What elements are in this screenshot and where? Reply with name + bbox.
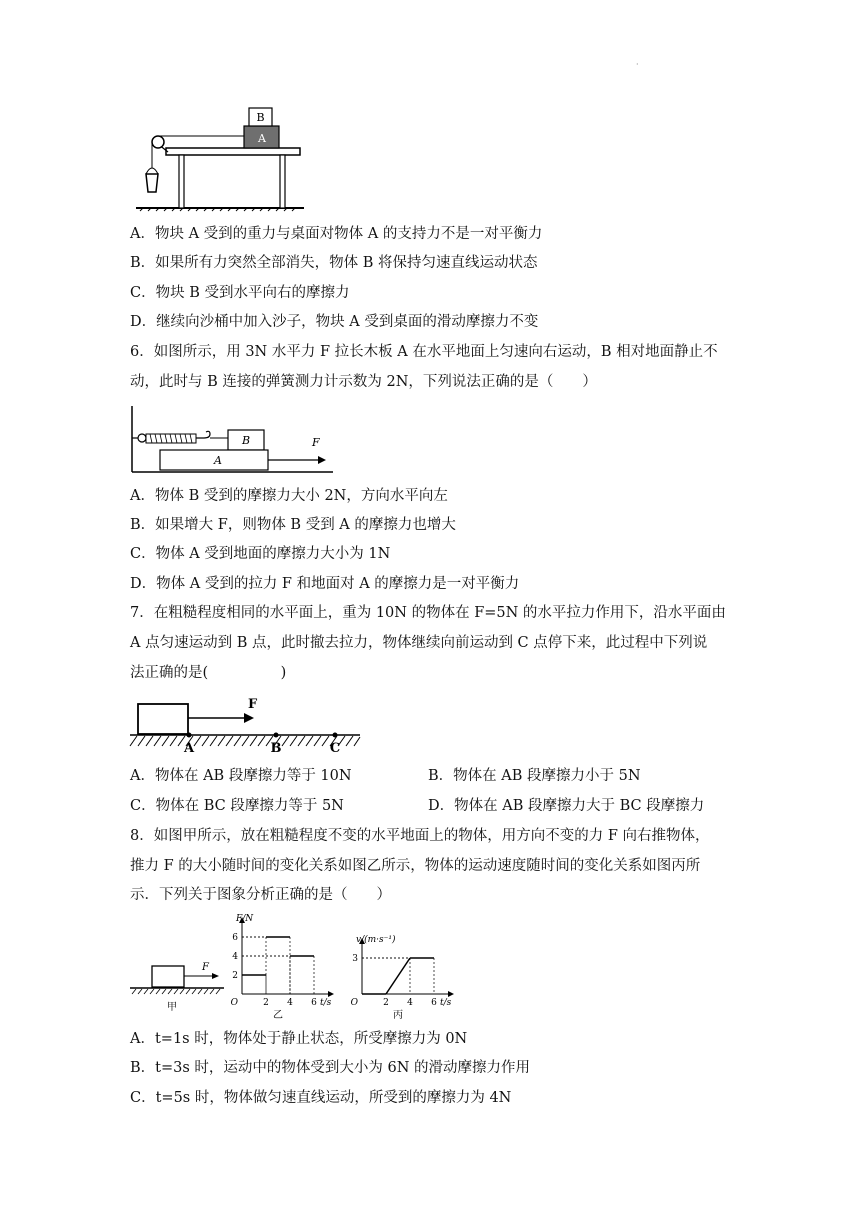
x-axis-label: t/s xyxy=(440,998,452,1008)
q7-stem-line-1: 7．在粗糙程度相同的水平面上，重为 10N 的物体在 F=5N 的水平拉力作用下，沿水平面由 xyxy=(130,605,726,621)
x-axis-arrow xyxy=(448,991,454,997)
q8-option-b[interactable]: B．t=3s 时，运动中的物体受到大小为 6N 的滑动摩擦力作用 xyxy=(130,1060,531,1076)
x-tick-label-0: 2 xyxy=(383,998,389,1008)
figure-block-abc xyxy=(128,694,364,756)
q5-option-b[interactable]: B．如果所有力突然全部消失，物体 B 将保持匀速直线运动状态 xyxy=(130,255,538,271)
q5-option-d[interactable]: D．继续向沙桶中加入沙子，物块 A 受到桌面的滑动摩擦力不变 xyxy=(130,314,539,330)
x-axis-arrow xyxy=(328,991,334,997)
x-tick-label-1: 4 xyxy=(287,998,293,1008)
figure-spring-scale xyxy=(128,404,338,474)
page-dot: · xyxy=(636,60,639,69)
q8-option-a[interactable]: A．t=1s 时，物体处于静止状态，所受摩擦力为 0N xyxy=(130,1031,468,1047)
q6-stem-line-2: 动，此时与 B 连接的弹簧测力计示数为 2N，下列说法正确的是（ ） xyxy=(130,374,597,390)
block-a-label: A xyxy=(258,132,266,145)
q8-option-c[interactable]: C．t=5s 时，物体做匀速直线运动，所受到的摩擦力为 4N xyxy=(130,1090,512,1106)
point-c-label: C xyxy=(329,741,341,756)
q5-option-c[interactable]: C．物块 B 受到水平向右的摩擦力 xyxy=(130,285,350,301)
block-b-label: B xyxy=(256,111,265,124)
panel-jia xyxy=(130,962,224,1013)
y-tick-label-0: 2 xyxy=(232,971,238,981)
y-axis-label: v/(m·s⁻¹) xyxy=(356,935,396,945)
block-b-label: B xyxy=(241,434,251,447)
q7-option-a[interactable]: A．物体在 AB 段摩擦力等于 10N xyxy=(130,768,352,784)
origin-label: O xyxy=(350,998,358,1008)
point-b-label: B xyxy=(270,741,282,756)
q6-option-c[interactable]: C．物体 A 受到地面的摩擦力大小为 1N xyxy=(130,546,391,562)
q6-option-b[interactable]: B．如果增大 F，则物体 B 受到 A 的摩擦力也增大 xyxy=(130,517,456,533)
figure-pulley-table xyxy=(132,100,308,212)
q5-option-a[interactable]: A．物块 A 受到的重力与桌面对物体 A 的支持力不是一对平衡力 xyxy=(130,226,543,242)
y-tick-label-0: 3 xyxy=(352,954,358,964)
series-segment-1 xyxy=(386,958,410,994)
q8-stem-line-1: 8．如图甲所示，放在粗糙程度不变的水平地面上的物体，用方向不变的力 F 向右推物体， xyxy=(130,828,710,844)
caption-jia: 甲 xyxy=(167,1002,177,1013)
q7-stem-line-3: 法正确的是( ) xyxy=(130,665,287,681)
point-a-label: A xyxy=(183,741,195,756)
q7-option-d[interactable]: D．物体在 AB 段摩擦力大于 BC 段摩擦力 xyxy=(428,798,705,814)
q6-option-a[interactable]: A．物体 B 受到的摩擦力大小 2N，方向水平向左 xyxy=(130,488,448,504)
y-tick-label-2: 6 xyxy=(232,933,238,943)
force-f-label: F xyxy=(312,436,320,449)
board-a-label: A xyxy=(214,454,222,467)
q6-stem-line-1: 6．如图所示，用 3N 水平力 F 拉长木板 A 在水平地面上匀速向右运动，B 相对地面静止不 xyxy=(130,344,718,360)
caption: 丙 xyxy=(393,1010,403,1020)
x-tick-label-1: 4 xyxy=(407,998,413,1008)
chart-yi xyxy=(231,914,334,1020)
q8-stem-line-3: 示．下列关于图象分析正确的是（ ） xyxy=(130,887,391,903)
caption: 乙 xyxy=(273,1010,283,1020)
force-f-label: F xyxy=(248,697,258,712)
q8-stem-line-2: 推力 F 的大小随时间的变化关系如图乙所示，物体的运动速度随时间的变化关系如图丙所 xyxy=(130,858,701,874)
q7-option-c[interactable]: C．物体在 BC 段摩擦力等于 5N xyxy=(130,798,344,814)
x-tick-label-0: 2 xyxy=(263,998,269,1008)
q7-stem-line-2: A 点匀速运动到 B 点，此时撤去拉力，物体继续向前运动到 C 点停下来，此过程中下列说 xyxy=(130,635,708,651)
origin-label: O xyxy=(230,998,238,1008)
x-tick-label-2: 6 xyxy=(431,998,437,1008)
figure-jia-yi-bing xyxy=(128,912,458,1020)
x-axis-label: t/s xyxy=(320,998,332,1008)
q7-option-b[interactable]: B．物体在 AB 段摩擦力小于 5N xyxy=(428,768,641,784)
x-tick-label-2: 6 xyxy=(311,998,317,1008)
y-axis-label: F/N xyxy=(236,914,254,924)
chart-bing xyxy=(351,934,454,1020)
y-tick-label-1: 4 xyxy=(232,952,238,962)
q6-option-d[interactable]: D．物体 A 受到的拉力 F 和地面对 A 的摩擦力是一对平衡力 xyxy=(130,576,520,592)
force-f-label: F xyxy=(202,962,209,973)
